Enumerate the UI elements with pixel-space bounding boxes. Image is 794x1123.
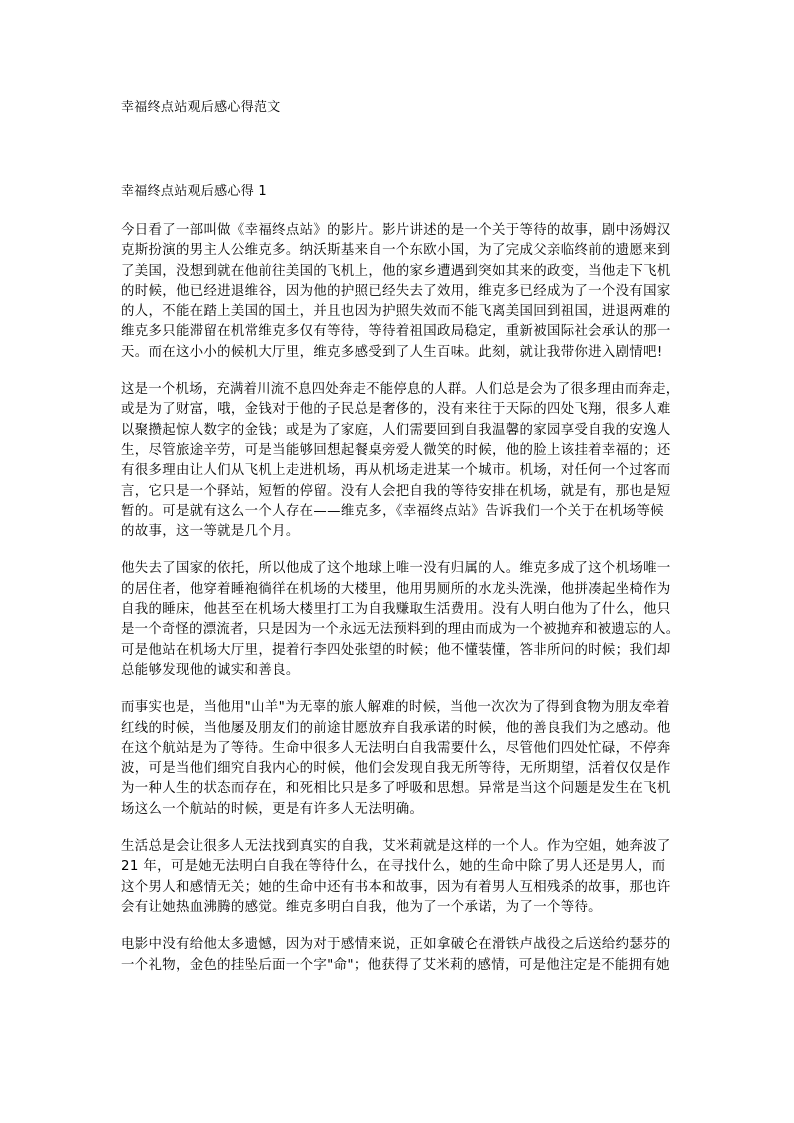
text-line: 自我的睡床，他甚至在机场大楼里打工为自我赚取生活费用。没有人明白他为了什么，他只 <box>121 602 671 618</box>
text-line: 有很多理由让人们从飞机上走进机场，再从机场走进某一个城市。机场，对任何一个过客而 <box>121 463 671 479</box>
text-line: 克斯扮演的男主人公维克多。纳沃斯基来自一个东欧小国，为了完成父亲临终前的遗愿来到 <box>121 243 671 259</box>
paragraph <box>121 221 681 363</box>
text-line: 会有让她热血沸腾的感觉。维克多明白自我，他为了一个承诺，为了一个等待。 <box>121 899 602 915</box>
text-line: 波，可是当他们细究自我内心的时候，他们会发现自我无所等待，无所期望，活着仅仅是作 <box>121 761 671 777</box>
text-line: 这是一个机场，充满着川流不息四处奔走不能停息的人群。人们总是会为了很多理由而奔走， <box>121 382 680 398</box>
text-line: 一个礼物，金色的挂坠后面一个字"命"；他获得了艾米莉的感情，可是他注定是不能拥有她 <box>121 957 670 973</box>
paragraph <box>121 698 681 820</box>
text-line: 生活总是会让很多人无法找到真实的自我，艾米莉就是这样的一个人。作为空姐，她奔波了 <box>121 839 671 855</box>
text-line: 的故事，这一等就是几个月。 <box>121 524 300 540</box>
text-line: 了美国，没想到就在他前往美国的飞机上，他的家乡遭遇到突如其来的政变，当他走下飞机 <box>121 263 671 279</box>
text-line: 场这么一个航站的时候，更是有许多人无法明确。 <box>121 801 424 817</box>
text-line: 维克多只能滞留在机常维克多仅有等待，等待着祖国政局稳定，重新被国际社会承认的那一 <box>121 324 671 340</box>
paragraph <box>121 559 681 681</box>
text-line: 在这个航站是为了等待。生命中很多人无法明白自我需要什么，尽管他们四处忙碌，不停奔 <box>121 740 671 756</box>
section-heading: 幸福终点站观后感心得 1 <box>121 184 268 199</box>
paragraph <box>121 935 681 976</box>
text-line: 总能够发现他的诚实和善良。 <box>121 662 300 678</box>
text-line: 言，它只是一个驿站，短暂的停留。没有人会把自我的等待安排在机场，就是有，那也是短 <box>121 483 671 499</box>
text-line: 红线的时候，当他屡及朋友们的前途甘愿放弃自我承诺的时候，他的善良我们为之感动。他 <box>121 720 671 736</box>
paragraph <box>121 380 681 542</box>
paragraph <box>121 837 681 918</box>
text-line: 是一个奇怪的漂流者，只是因为一个永远无法预料到的理由而成为一个被抛弃和被遗忘的人。 <box>121 622 680 638</box>
text-line: 可是他站在机场大厅里，提着行李四处张望的时候；他不懂装懂，答非所问的时候；我们却 <box>121 642 671 658</box>
text-line: 21 年，可是她无法明白自我在等待什么，在寻找什么，她的生命中除了男人还是男人，而 <box>121 859 666 875</box>
text-line: 以聚攒起惊人数字的金钱；或是为了家庭，人们需要回到自我温馨的家园享受自我的安逸人 <box>121 422 671 438</box>
text-line: 为一种人生的状态而存在，和死相比只是多了呼吸和思想。异常是当这个问题是发生在飞机 <box>121 781 671 797</box>
text-line: 或是为了财富，哦，金钱对于他的子民总是奢侈的，没有来往于天际的四处飞翔，很多人难 <box>121 402 671 418</box>
text-line: 天。而在这小小的候机大厅里，维克多感受到了人生百味。此刻，就让我带你进入剧情吧! <box>121 344 663 360</box>
text-line: 的人，不能在踏上美国的国土，并且也因为护照失效而不能飞离美国回到祖国，进退两难的 <box>121 304 671 320</box>
text-line: 他失去了国家的依托，所以他成了这个地球上唯一没有归属的人。维克多成了这个机场唯一 <box>121 561 671 577</box>
text-line: 生，尽管旅途辛劳，可是当能够回想起餐桌旁爱人微笑的时候，他的脸上该挂着幸福的；还 <box>121 442 671 458</box>
article-body <box>121 221 681 993</box>
text-line: 暂的。可是就有这么一个人存在——维克多，《幸福终点站》告诉我们一个关于在机场等候 <box>121 503 664 519</box>
text-line: 这个男人和感情无关；她的生命中还有书本和故事，因为有着男人互相残杀的故事，那也许 <box>121 879 671 895</box>
text-line: 电影中没有给他太多遗憾，因为对于感情来说，正如拿破仑在滑铁卢战役之后送给约瑟芬的 <box>121 937 671 953</box>
text-line: 的居住者，他穿着睡袍徜徉在机场的大楼里，他用男厕所的水龙头洗澡，他拼凑起坐椅作为 <box>121 581 671 597</box>
text-line: 而事实也是，当他用"山羊"为无辜的旅人解难的时候，当他一次次为了得到食物为朋友牵着 <box>121 700 670 716</box>
document-title: 幸福终点站观后感心得范文 <box>121 100 281 115</box>
text-line: 的时候，他已经进退维谷，因为他的护照已经失去了效用，维克多已经成为了一个没有国家 <box>121 283 671 299</box>
text-line: 今日看了一部叫做《幸福终点站》的影片。影片讲述的是一个关于等待的故事，剧中汤姆汉 <box>121 223 671 238</box>
